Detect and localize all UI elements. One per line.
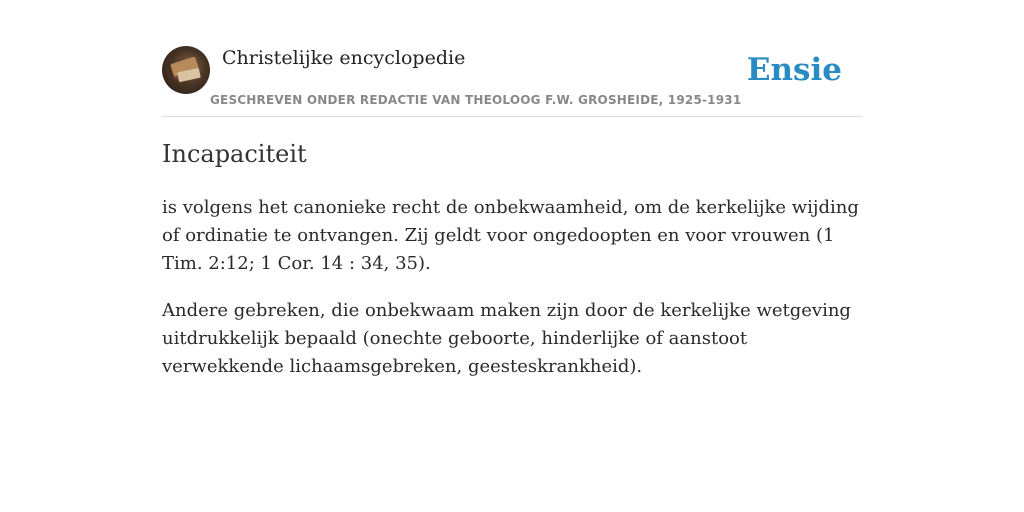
article-title: Incapaciteit xyxy=(162,140,307,168)
ensie-logo[interactable]: Ensie xyxy=(746,52,842,88)
site-header xyxy=(162,46,862,117)
article xyxy=(162,136,862,400)
site-subtitle: GESCHREVEN ONDER REDACTIE VAN THEOLOOG F.W. GROSHEIDE, 1925-1931 xyxy=(210,93,742,107)
article-paragraph-1: is volgens het canonieke recht de onbekwaamheid, om de kerkelijke wijding of ordinatie te ontvangen. Zij geldt voor ongedoopten en voor vrouwen (1 Tim. 2:12; 1 Cor. 14 : 34, 35). xyxy=(162,197,859,274)
article-paragraph-2: Andere gebreken, die onbekwaam maken zijn door de kerkelijke wetgeving uitdrukkelijk bepaald (onechte geboorte, hinderlijke of aanstoot verwekkende lichaamsgebreken, geesteskrankheid). xyxy=(162,300,851,377)
encyclopedia-avatar[interactable] xyxy=(162,46,210,94)
site-title[interactable]: Christelijke encyclopedie xyxy=(222,47,466,69)
